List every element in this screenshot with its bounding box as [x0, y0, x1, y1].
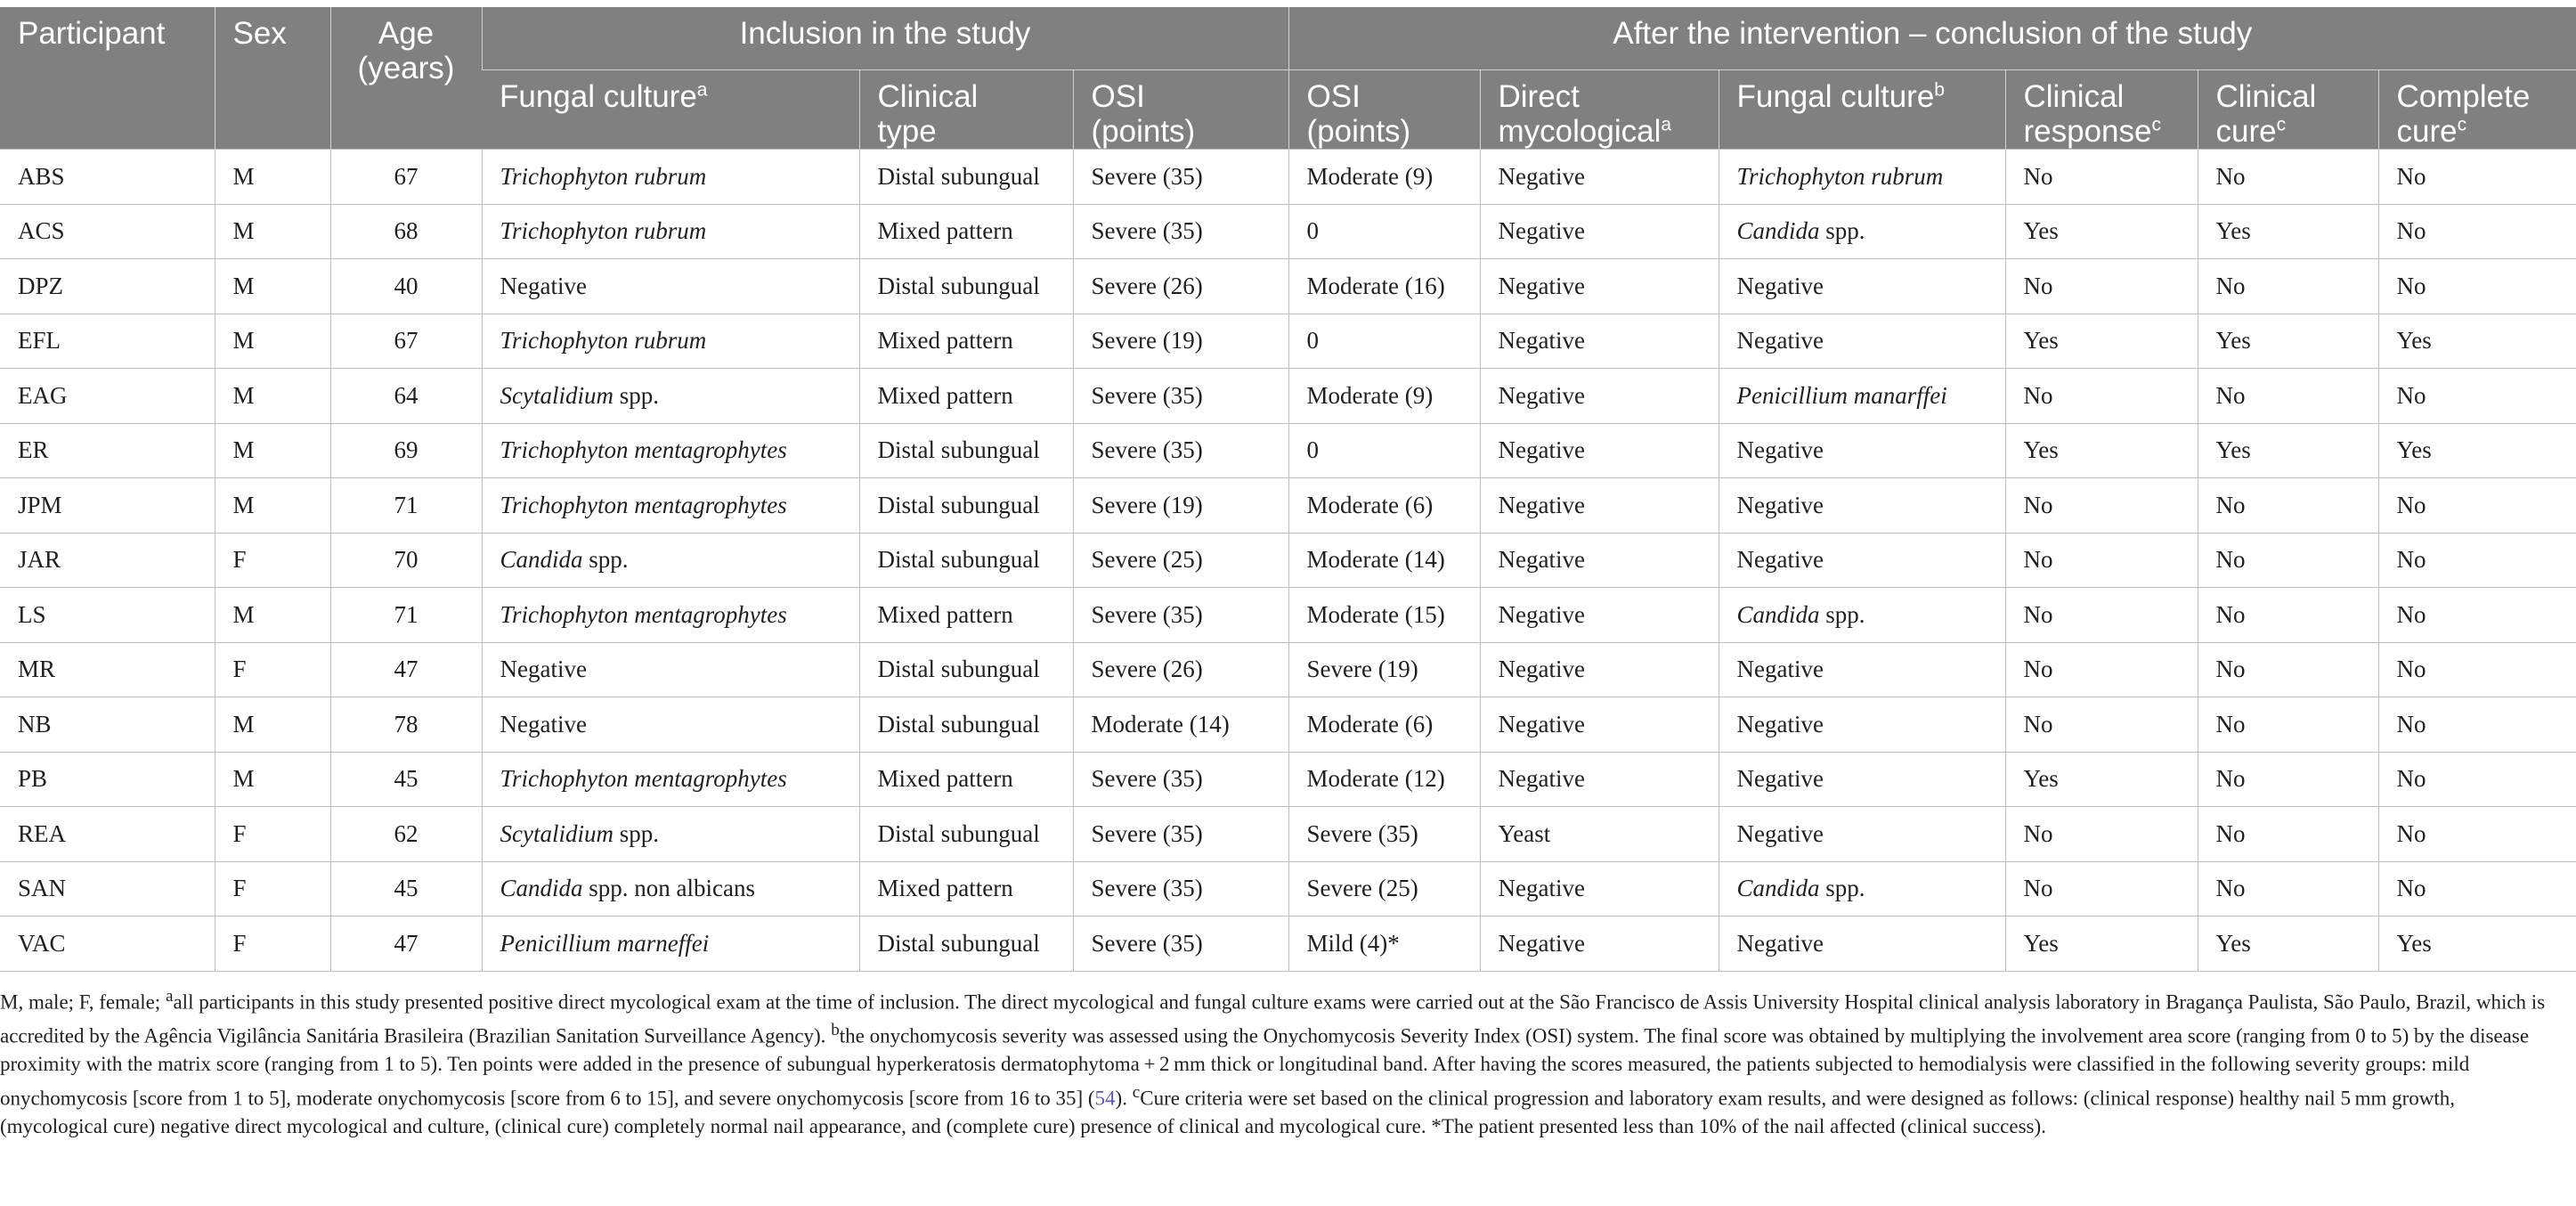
- cell-clinical-type: Mixed pattern: [859, 369, 1073, 424]
- cell-sex: M: [215, 259, 330, 314]
- cell-clinical-response: No: [2005, 150, 2198, 205]
- cell-sex: M: [215, 752, 330, 807]
- cell-complete-cure: No: [2378, 642, 2576, 697]
- cell-fungal-culture-after: Penicillium manarffei: [1719, 369, 2005, 424]
- cell-osi-after: 0: [1288, 423, 1480, 478]
- cell-clinical-cure: Yes: [2198, 204, 2378, 259]
- reference-link[interactable]: 54: [1094, 1087, 1116, 1110]
- cell-clinical-cure: No: [2198, 259, 2378, 314]
- cell-clinical-type: Mixed pattern: [859, 588, 1073, 643]
- cell-fungal-culture-after: Trichophyton rubrum: [1719, 150, 2005, 205]
- cell-clinical-cure: No: [2198, 642, 2378, 697]
- cell-fungal-culture-inclusion: Penicillium marneffei: [482, 917, 859, 972]
- cell-fungal-culture-inclusion: Trichophyton rubrum: [482, 314, 859, 369]
- cell-clinical-cure: No: [2198, 478, 2378, 534]
- cell-participant: EFL: [0, 314, 215, 369]
- cell-age: 78: [330, 697, 482, 753]
- cell-direct-mycological: Negative: [1480, 314, 1719, 369]
- table-row: [0, 588, 2576, 643]
- cell-clinical-type: Mixed pattern: [859, 314, 1073, 369]
- header-participant: Participant: [0, 7, 215, 150]
- cell-direct-mycological: Negative: [1480, 861, 1719, 917]
- cell-clinical-response: No: [2005, 259, 2198, 314]
- cell-osi-inclusion: Severe (35): [1073, 917, 1288, 972]
- cell-fungal-culture-inclusion: Trichophyton mentagrophytes: [482, 423, 859, 478]
- cell-participant: PB: [0, 752, 215, 807]
- cell-age: 71: [330, 478, 482, 534]
- cell-clinical-response: Yes: [2005, 917, 2198, 972]
- cell-clinical-response: No: [2005, 478, 2198, 534]
- cell-fungal-culture-after: Negative: [1719, 423, 2005, 478]
- cell-complete-cure: No: [2378, 861, 2576, 917]
- cell-osi-after: Moderate (15): [1288, 588, 1480, 643]
- cell-complete-cure: No: [2378, 478, 2576, 534]
- cell-age: 70: [330, 533, 482, 588]
- cell-fungal-culture-after: Candida spp.: [1719, 588, 2005, 643]
- onychomycosis-results-table: [0, 7, 2576, 972]
- cell-fungal-culture-inclusion: Trichophyton mentagrophytes: [482, 478, 859, 534]
- header-clinical-response: Clinical response$^c$: [2005, 70, 2198, 150]
- cell-osi-inclusion: Severe (35): [1073, 752, 1288, 807]
- cell-clinical-response: No: [2005, 642, 2198, 697]
- cell-clinical-response: Yes: [2005, 423, 2198, 478]
- cell-fungal-culture-inclusion: Scytalidium spp.: [482, 369, 859, 424]
- cell-direct-mycological: Negative: [1480, 752, 1719, 807]
- table-row: [0, 642, 2576, 697]
- cell-fungal-culture-after: Negative: [1719, 697, 2005, 753]
- cell-sex: F: [215, 861, 330, 917]
- cell-osi-inclusion: Moderate (14): [1073, 697, 1288, 753]
- cell-sex: M: [215, 697, 330, 753]
- cell-osi-inclusion: Severe (26): [1073, 259, 1288, 314]
- cell-fungal-culture-after: Negative: [1719, 917, 2005, 972]
- cell-complete-cure: No: [2378, 807, 2576, 862]
- header-fungal-culture-after: Fungal culture$^b$: [1719, 70, 2005, 150]
- cell-clinical-cure: Yes: [2198, 423, 2378, 478]
- cell-clinical-type: Distal subungual: [859, 150, 1073, 205]
- cell-fungal-culture-inclusion: Negative: [482, 697, 859, 753]
- cell-fungal-culture-inclusion: Negative: [482, 259, 859, 314]
- cell-osi-inclusion: Severe (26): [1073, 642, 1288, 697]
- cell-sex: M: [215, 314, 330, 369]
- cell-osi-inclusion: Severe (25): [1073, 533, 1288, 588]
- header-direct-mycological: Direct mycological$^a$: [1480, 70, 1719, 150]
- cell-participant: ER: [0, 423, 215, 478]
- cell-osi-after: Moderate (6): [1288, 478, 1480, 534]
- cell-age: 45: [330, 752, 482, 807]
- table-row: [0, 369, 2576, 424]
- cell-fungal-culture-after: Candida spp.: [1719, 861, 2005, 917]
- cell-clinical-response: No: [2005, 697, 2198, 753]
- cell-clinical-type: Distal subungual: [859, 642, 1073, 697]
- cell-age: 71: [330, 588, 482, 643]
- cell-osi-after: 0: [1288, 204, 1480, 259]
- cell-complete-cure: No: [2378, 752, 2576, 807]
- cell-complete-cure: No: [2378, 259, 2576, 314]
- cell-participant: VAC: [0, 917, 215, 972]
- cell-direct-mycological: Negative: [1480, 150, 1719, 205]
- cell-sex: F: [215, 917, 330, 972]
- cell-clinical-type: Distal subungual: [859, 259, 1073, 314]
- cell-clinical-type: Mixed pattern: [859, 204, 1073, 259]
- cell-complete-cure: Yes: [2378, 314, 2576, 369]
- cell-age: 40: [330, 259, 482, 314]
- cell-osi-after: Moderate (14): [1288, 533, 1480, 588]
- table-row: [0, 423, 2576, 478]
- cell-participant: JPM: [0, 478, 215, 534]
- cell-osi-inclusion: Severe (35): [1073, 588, 1288, 643]
- cell-sex: M: [215, 369, 330, 424]
- header-group-inclusion: Inclusion in the study: [482, 7, 1288, 70]
- cell-osi-after: Severe (35): [1288, 807, 1480, 862]
- cell-clinical-type: Distal subungual: [859, 697, 1073, 753]
- header-group-after: After the intervention – conclusion of the study: [1288, 7, 2576, 70]
- cell-osi-after: Mild (4)*: [1288, 917, 1480, 972]
- table-body: [0, 150, 2576, 972]
- cell-fungal-culture-after: Negative: [1719, 533, 2005, 588]
- cell-complete-cure: No: [2378, 150, 2576, 205]
- cell-clinical-cure: No: [2198, 588, 2378, 643]
- cell-clinical-type: Distal subungual: [859, 423, 1073, 478]
- cell-fungal-culture-inclusion: Scytalidium spp.: [482, 807, 859, 862]
- cell-sex: M: [215, 204, 330, 259]
- cell-participant: DPZ: [0, 259, 215, 314]
- cell-osi-inclusion: Severe (35): [1073, 150, 1288, 205]
- cell-age: 62: [330, 807, 482, 862]
- cell-clinical-cure: No: [2198, 752, 2378, 807]
- cell-osi-after: Moderate (9): [1288, 150, 1480, 205]
- cell-sex: M: [215, 423, 330, 478]
- cell-osi-after: Severe (25): [1288, 861, 1480, 917]
- cell-direct-mycological: Negative: [1480, 588, 1719, 643]
- header-age: Age (years): [330, 7, 482, 150]
- header-sex: Sex: [215, 7, 330, 150]
- cell-sex: F: [215, 642, 330, 697]
- cell-fungal-culture-after: Negative: [1719, 478, 2005, 534]
- cell-complete-cure: No: [2378, 533, 2576, 588]
- header-osi-inclusion: OSI (points): [1073, 70, 1288, 150]
- cell-age: 67: [330, 150, 482, 205]
- cell-direct-mycological: Negative: [1480, 642, 1719, 697]
- cell-participant: SAN: [0, 861, 215, 917]
- cell-direct-mycological: Negative: [1480, 369, 1719, 424]
- cell-age: 69: [330, 423, 482, 478]
- header-clinical-type: Clinical type: [859, 70, 1073, 150]
- cell-clinical-type: Distal subungual: [859, 478, 1073, 534]
- cell-fungal-culture-inclusion: Candida spp. non albicans: [482, 861, 859, 917]
- cell-clinical-type: Distal subungual: [859, 807, 1073, 862]
- cell-clinical-response: Yes: [2005, 314, 2198, 369]
- table-row: [0, 259, 2576, 314]
- cell-participant: MR: [0, 642, 215, 697]
- cell-osi-inclusion: Severe (19): [1073, 478, 1288, 534]
- cell-sex: M: [215, 150, 330, 205]
- table-row: [0, 697, 2576, 753]
- cell-participant: JAR: [0, 533, 215, 588]
- cell-complete-cure: No: [2378, 369, 2576, 424]
- cell-complete-cure: No: [2378, 204, 2576, 259]
- cell-osi-after: 0: [1288, 314, 1480, 369]
- cell-clinical-type: Mixed pattern: [859, 861, 1073, 917]
- table-container: [0, 7, 2576, 972]
- cell-clinical-cure: No: [2198, 807, 2378, 862]
- cell-clinical-response: No: [2005, 588, 2198, 643]
- cell-age: 64: [330, 369, 482, 424]
- cell-fungal-culture-after: Negative: [1719, 259, 2005, 314]
- cell-clinical-cure: No: [2198, 533, 2378, 588]
- cell-complete-cure: Yes: [2378, 917, 2576, 972]
- cell-sex: M: [215, 588, 330, 643]
- cell-sex: F: [215, 533, 330, 588]
- cell-clinical-cure: No: [2198, 861, 2378, 917]
- cell-clinical-response: No: [2005, 807, 2198, 862]
- cell-fungal-culture-after: Negative: [1719, 314, 2005, 369]
- cell-direct-mycological: Negative: [1480, 423, 1719, 478]
- table-row: [0, 917, 2576, 972]
- cell-sex: F: [215, 807, 330, 862]
- header-complete-cure: Complete cure$^c$: [2378, 70, 2576, 150]
- cell-complete-cure: No: [2378, 697, 2576, 753]
- table-row: [0, 861, 2576, 917]
- cell-clinical-cure: No: [2198, 369, 2378, 424]
- cell-direct-mycological: Negative: [1480, 204, 1719, 259]
- cell-fungal-culture-inclusion: Trichophyton mentagrophytes: [482, 752, 859, 807]
- cell-osi-inclusion: Severe (35): [1073, 423, 1288, 478]
- header-osi-after: OSI (points): [1288, 70, 1480, 150]
- cell-fungal-culture-after: Candida spp.: [1719, 204, 2005, 259]
- cell-clinical-cure: Yes: [2198, 917, 2378, 972]
- cell-direct-mycological: Negative: [1480, 697, 1719, 753]
- header-fungal-culture-inclusion: Fungal culture$^a$: [482, 70, 859, 150]
- table-row: [0, 752, 2576, 807]
- cell-participant: LS: [0, 588, 215, 643]
- cell-participant: ABS: [0, 150, 215, 205]
- cell-osi-inclusion: Severe (19): [1073, 314, 1288, 369]
- cell-age: 68: [330, 204, 482, 259]
- cell-clinical-cure: No: [2198, 150, 2378, 205]
- cell-direct-mycological: Negative: [1480, 478, 1719, 534]
- cell-clinical-cure: No: [2198, 697, 2378, 753]
- cell-complete-cure: No: [2378, 588, 2576, 643]
- cell-fungal-culture-after: Negative: [1719, 807, 2005, 862]
- cell-clinical-response: No: [2005, 861, 2198, 917]
- cell-osi-inclusion: Severe (35): [1073, 807, 1288, 862]
- cell-osi-after: Moderate (9): [1288, 369, 1480, 424]
- cell-clinical-response: Yes: [2005, 752, 2198, 807]
- cell-direct-mycological: Negative: [1480, 917, 1719, 972]
- cell-osi-after: Moderate (16): [1288, 259, 1480, 314]
- cell-age: 47: [330, 917, 482, 972]
- cell-osi-inclusion: Severe (35): [1073, 861, 1288, 917]
- cell-fungal-culture-after: Negative: [1719, 642, 2005, 697]
- cell-direct-mycological: Yeast: [1480, 807, 1719, 862]
- cell-clinical-type: Mixed pattern: [859, 752, 1073, 807]
- cell-fungal-culture-after: Negative: [1719, 752, 2005, 807]
- table-row: [0, 807, 2576, 862]
- cell-osi-after: Moderate (6): [1288, 697, 1480, 753]
- cell-participant: EAG: [0, 369, 215, 424]
- cell-clinical-cure: Yes: [2198, 314, 2378, 369]
- cell-participant: NB: [0, 697, 215, 753]
- cell-osi-after: Moderate (12): [1288, 752, 1480, 807]
- cell-clinical-response: Yes: [2005, 204, 2198, 259]
- cell-osi-inclusion: Severe (35): [1073, 204, 1288, 259]
- cell-fungal-culture-inclusion: Trichophyton rubrum: [482, 150, 859, 205]
- table-row: [0, 204, 2576, 259]
- cell-osi-inclusion: Severe (35): [1073, 369, 1288, 424]
- cell-participant: REA: [0, 807, 215, 862]
- cell-sex: M: [215, 478, 330, 534]
- table-row: [0, 533, 2576, 588]
- cell-age: 47: [330, 642, 482, 697]
- cell-clinical-response: No: [2005, 533, 2198, 588]
- cell-osi-after: Severe (19): [1288, 642, 1480, 697]
- cell-fungal-culture-inclusion: Negative: [482, 642, 859, 697]
- cell-age: 45: [330, 861, 482, 917]
- cell-direct-mycological: Negative: [1480, 259, 1719, 314]
- cell-fungal-culture-inclusion: Trichophyton mentagrophytes: [482, 588, 859, 643]
- cell-clinical-response: No: [2005, 369, 2198, 424]
- cell-complete-cure: Yes: [2378, 423, 2576, 478]
- cell-clinical-type: Distal subungual: [859, 533, 1073, 588]
- table-row: [0, 150, 2576, 205]
- header-clinical-cure: Clinical cure$^c$: [2198, 70, 2378, 150]
- cell-direct-mycological: Negative: [1480, 533, 1719, 588]
- table-row: [0, 314, 2576, 369]
- cell-age: 67: [330, 314, 482, 369]
- cell-clinical-type: Distal subungual: [859, 917, 1073, 972]
- cell-fungal-culture-inclusion: Trichophyton rubrum: [482, 204, 859, 259]
- table-footnote: M, male; F, female; $^a$all participants in this study presented positive direct mycological exam at the time of inclusion. The direct mycological and fungal culture exams were carried out at the São Francisco de Assis University Hospital clinical analysis laboratory in Bragança Paulista, São Paulo, Brazil, which is accredited by the Agência Vigilância Sanitária Brasileira (Brazilian Sanitation Surveillance Agency). $^b$the onychomycosis severity was assessed using the Onychomycosis Severity Index (OSI) system. The final score was obtained by multiplying the involvement area score (ranging from 0 to 5) by the disease proximity with the matrix score (ranging from 1 to 5). Ten points were added in the presence of subungual hyperkeratosis dermatophytoma + 2 mm thick or longitudinal band. After having the scores measured, the patients subjected to hemodialysis were classified in the following severity groups: mild onychomycosis [score from 1 to 5], moderate onychomycosis [score from 6 to 15], and severe onychomycosis [score from 16 to 35] (54). $^c$Cure criteria were set based on the clinical progression and laboratory exam results, and were designed as follows: (clinical response) healthy nail 5 mm growth, (mycological cure) negative direct mycological and culture, (clinical cure) completely normal nail appearance, and (complete cure) presence of clinical and mycological cure. *The patient presented less than 10% of the nail affected (clinical success).: [0, 987, 2546, 1137]
- table-row: [0, 478, 2576, 534]
- cell-fungal-culture-inclusion: Candida spp.: [482, 533, 859, 588]
- cell-participant: ACS: [0, 204, 215, 259]
